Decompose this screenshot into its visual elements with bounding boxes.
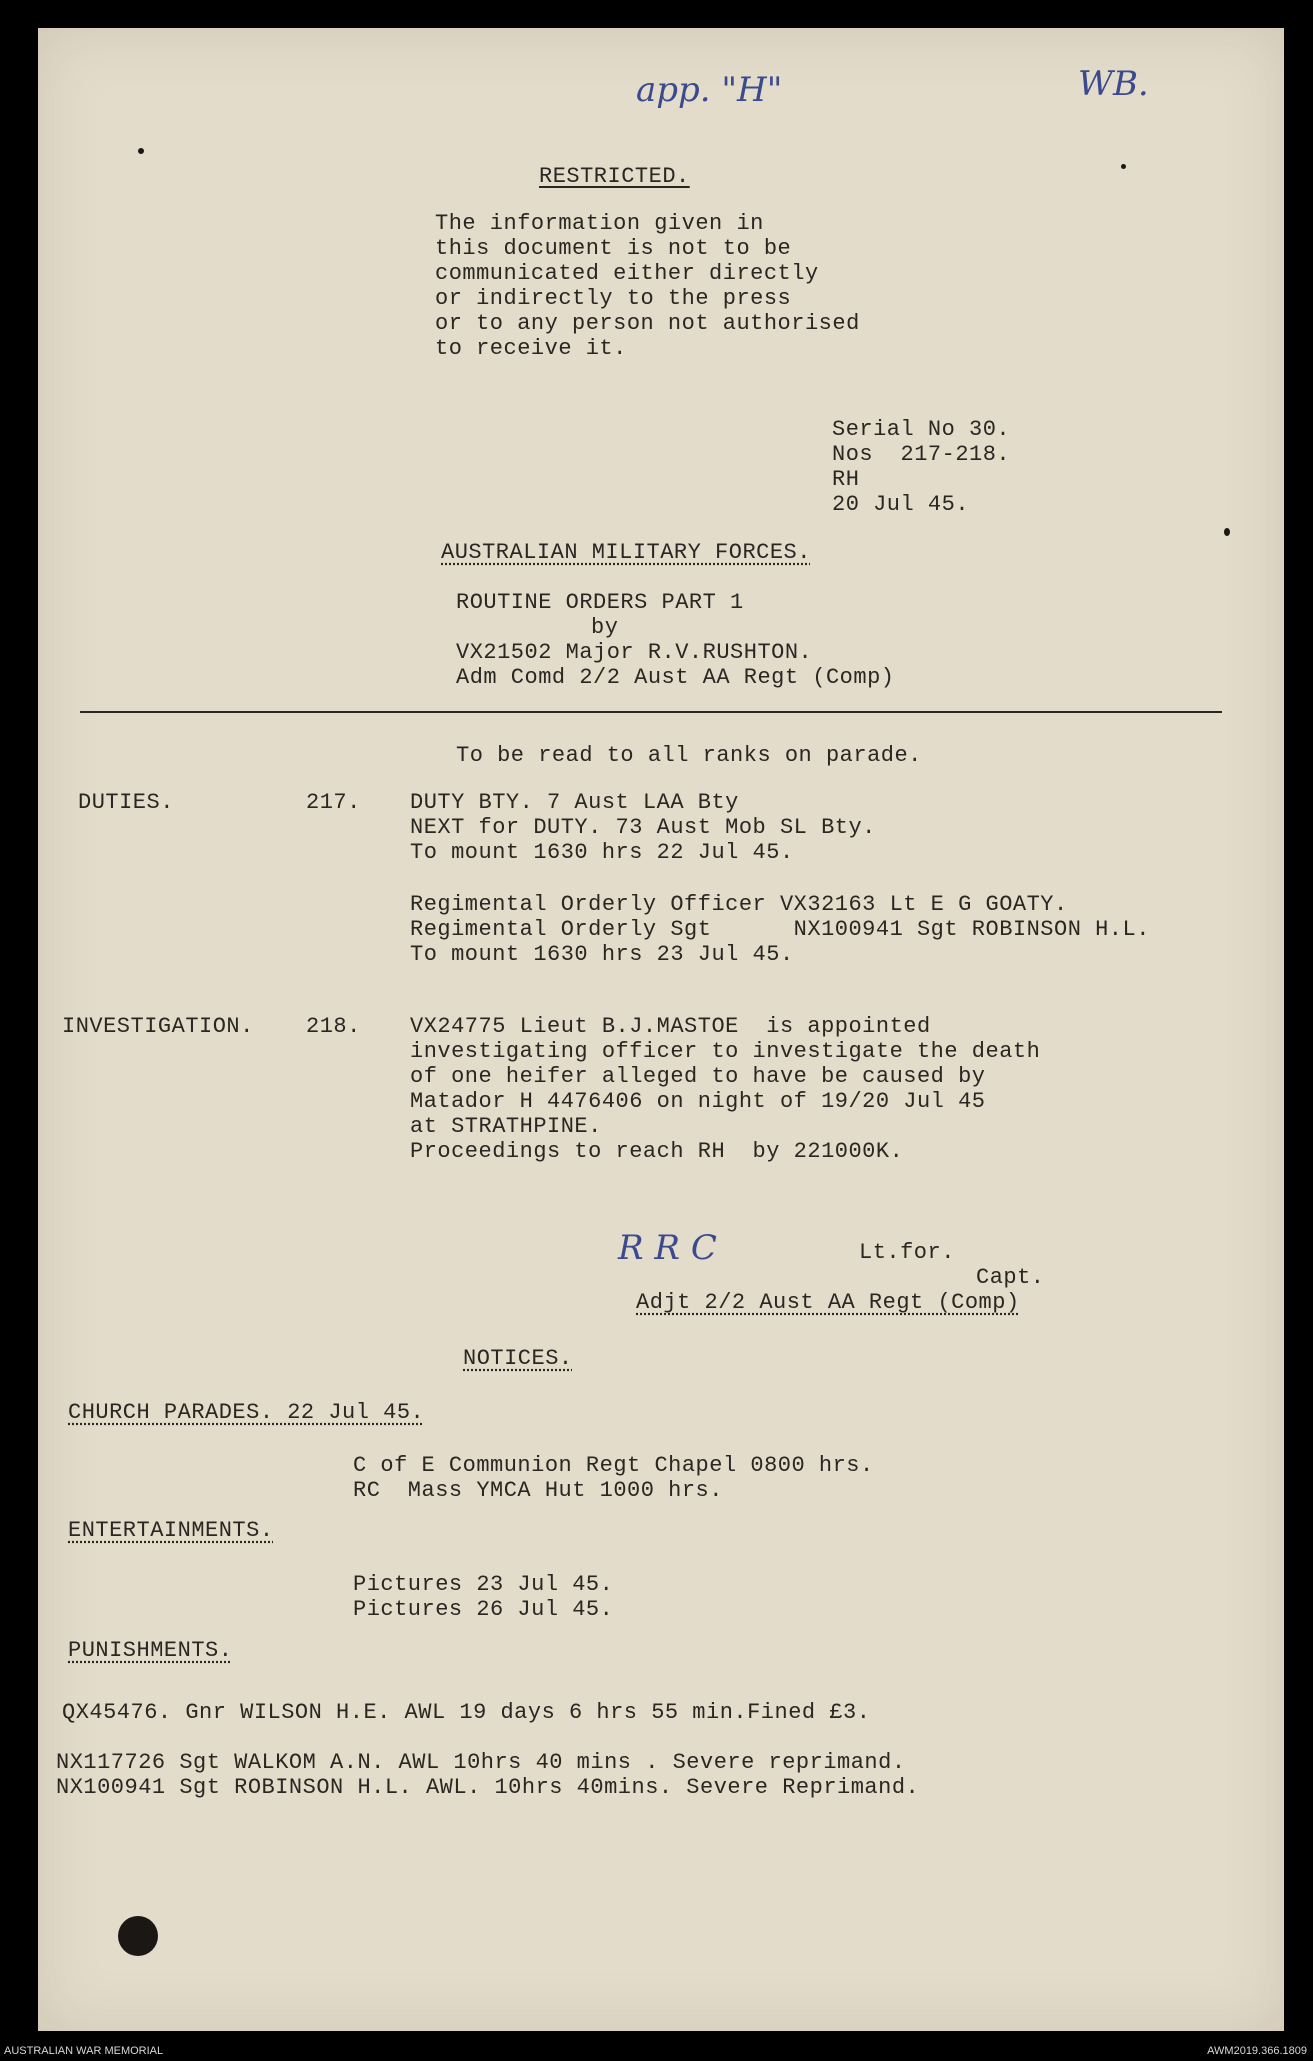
handwritten-appendix-note: app. "H" bbox=[636, 70, 783, 110]
footer-accession: AWM2019.366.1809 bbox=[1207, 2045, 1307, 2057]
forces-title: AUSTRALIAN MILITARY FORCES. bbox=[441, 540, 811, 565]
rh-reference: RH bbox=[832, 467, 860, 492]
order-number: 218. bbox=[306, 1014, 361, 1039]
divider-rule bbox=[80, 711, 1222, 713]
church-parades-text: C of E Communion Regt Chapel 0800 hrs. RC Mass YMCA Hut 1000 hrs. bbox=[353, 1453, 874, 1503]
paper-blemish bbox=[1121, 164, 1126, 169]
handwritten-initials: WB. bbox=[1078, 64, 1149, 104]
command-unit: Adm Comd 2/2 Aust AA Regt (Comp) bbox=[456, 665, 895, 690]
entertainments-text: Pictures 23 Jul 45. Pictures 26 Jul 45. bbox=[353, 1572, 614, 1622]
orders-title: ROUTINE ORDERS PART 1 bbox=[456, 590, 744, 615]
document-date: 20 Jul 45. bbox=[832, 492, 970, 517]
order-number: 217. bbox=[306, 790, 361, 815]
punishment-entry: QX45476. Gnr WILSON H.E. AWL 19 days 6 hrs 55 min.Fined £3. bbox=[62, 1700, 871, 1725]
commander-name: VX21502 Major R.V.RUSHTON. bbox=[456, 640, 813, 665]
notices-title: NOTICES. bbox=[463, 1346, 573, 1371]
orders-by: by bbox=[591, 615, 619, 640]
church-parades-title: CHURCH PARADES. 22 Jul 45. bbox=[68, 1400, 425, 1425]
paper-blemish bbox=[1224, 528, 1230, 536]
signature-title: Adjt 2/2 Aust AA Regt (Comp) bbox=[636, 1290, 1020, 1315]
punishments-title: PUNISHMENTS. bbox=[68, 1638, 233, 1663]
order-text: DUTY BTY. 7 Aust LAA Bty NEXT for DUTY. 73 Aust Mob SL Bty. To mount 1630 hrs 22 Jul 45. bbox=[410, 790, 876, 865]
punishment-entry: NX100941 Sgt ROBINSON H.L. AWL. 10hrs 40mins. Severe Reprimand. bbox=[56, 1775, 920, 1800]
handwritten-signature: R R C bbox=[618, 1228, 717, 1268]
restricted-title: RESTRICTED. bbox=[539, 164, 690, 189]
signature-rank: Lt.for. bbox=[859, 1240, 955, 1265]
punch-hole bbox=[118, 1916, 158, 1956]
punishment-entry: NX117726 Sgt WALKOM A.N. AWL 10hrs 40 mins . Severe reprimand. bbox=[56, 1750, 906, 1775]
order-heading: INVESTIGATION. bbox=[62, 1014, 254, 1039]
document-page bbox=[38, 28, 1284, 2031]
order-heading: DUTIES. bbox=[78, 790, 174, 815]
paper-blemish bbox=[138, 148, 144, 154]
signature-rank: Capt. bbox=[976, 1265, 1045, 1290]
serial-number: Serial No 30. bbox=[832, 417, 1011, 442]
order-text: VX24775 Lieut B.J.MASTOE is appointed investigating officer to investigate the death of one heifer alleged to have be caused by Matador H 4476406 on night of 19/20 Jul 45 at STRATHPINE. Proceedings to reach RH by 221000K. bbox=[410, 1014, 1041, 1164]
entertainments-title: ENTERTAINMENTS. bbox=[68, 1518, 274, 1543]
parade-note: To be read to all ranks on parade. bbox=[456, 743, 922, 768]
footer-credit: AUSTRALIAN WAR MEMORIAL bbox=[4, 2045, 164, 2057]
order-text: Regimental Orderly Officer VX32163 Lt E G GOATY. Regimental Orderly Sgt NX100941 Sgt ROBINSON H.L. To mount 1630 hrs 23 Jul 45. bbox=[410, 892, 1150, 967]
order-numbers: Nos 217-218. bbox=[832, 442, 1011, 467]
restricted-notice: The information given in this document is not to be communicated either directly or indirectly to the press or to any person not authorised to receive it. bbox=[435, 211, 860, 361]
